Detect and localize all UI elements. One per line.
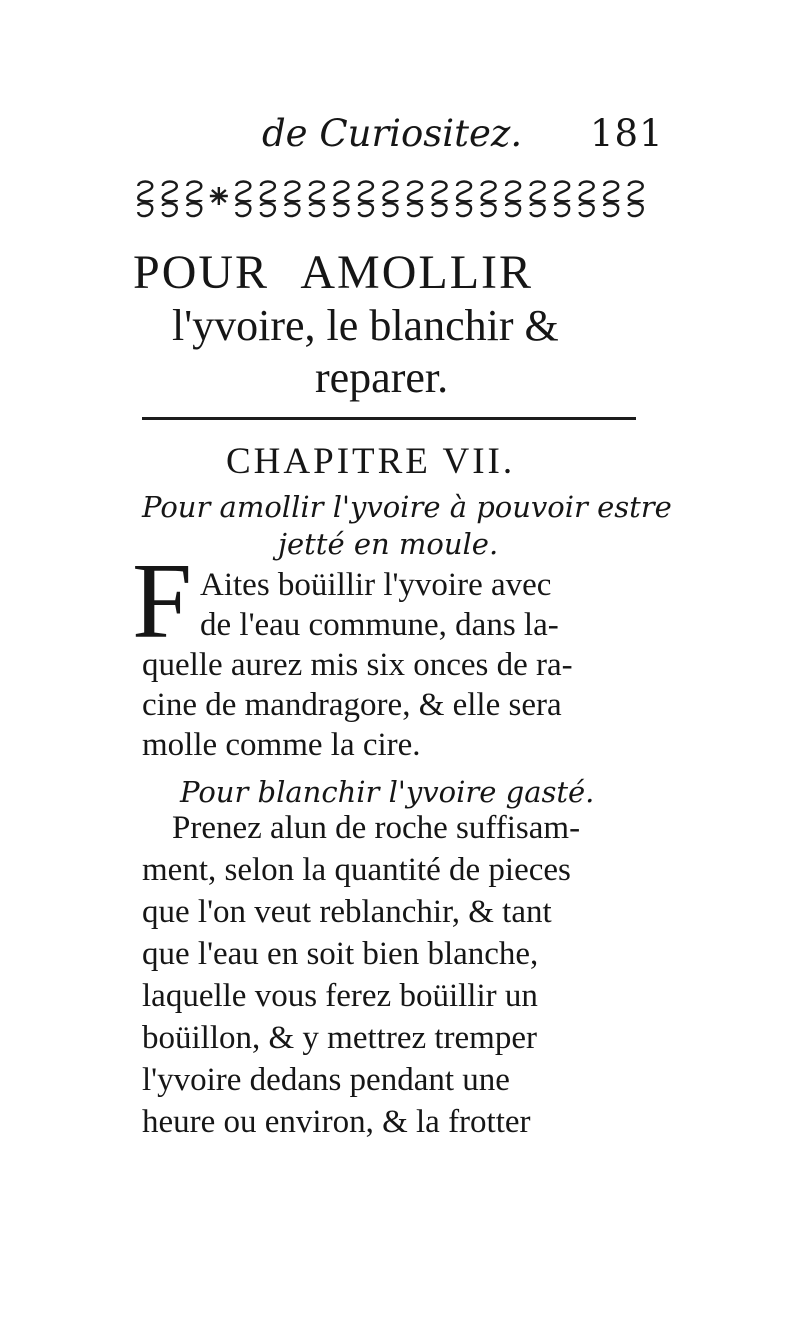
fleuron-glyph [433,182,447,217]
chapter-subtitle-line-1: Pour amollir l'yvoire à pouvoir estre [142,490,672,524]
paragraph-2-line: heure ou environ, & la frotter [142,1104,531,1140]
paragraph-1-line: molle comme la cire. [142,727,421,763]
title-line-1: POUR AMOLLIR [133,246,534,299]
paragraph-1-line: quelle aurez mis six onces de ra- [142,647,573,683]
fleuron-glyph [629,182,643,217]
paragraph-2-line: ment, selon la quantité de pieces [142,852,571,888]
fleuron-glyph [334,182,348,217]
paragraph-1-line: cine de mandragore, & elle sera [142,687,562,723]
fleuron-glyph [555,182,569,217]
paragraph-2-line: laquelle vous ferez boüillir un [142,978,538,1014]
fleuron-glyph [482,182,496,217]
paragraph-2-line: que l'eau en soit bien blanche, [142,936,539,972]
paragraph-2-line: que l'on veut reblanchir, & tant [142,894,552,930]
fleuron-glyph [457,182,471,217]
fleuron-glyph [236,182,250,217]
chapter-heading: CHAPITRE VII. [226,441,516,482]
paragraph-1-line: Aites boüillir l'yvoire avec [200,567,552,603]
fleuron-glyph [310,182,324,217]
fleuron-glyph [384,182,398,217]
fleuron-glyph [506,182,520,217]
drop-cap: F [132,542,193,661]
title-line-3: reparer. [315,353,449,402]
paragraph-2-line: l'yvoire dedans pendant une [142,1062,510,1098]
page-number: 181 [590,112,664,155]
horizontal-rule [142,417,636,420]
fleuron-glyph [604,182,618,217]
fleuron-ornament [133,178,648,222]
paragraph-1-line: de l'eau commune, dans la- [200,607,559,643]
fleuron-glyph [187,182,201,217]
fleuron-glyph [261,182,275,217]
fleuron-glyph [359,182,373,217]
paragraph-2-line: boüillon, & y mettrez tremper [142,1020,537,1056]
fleuron-glyph [138,182,152,217]
fleuron-glyph [531,182,545,217]
title-line-2: l'yvoire, le blanchir & [172,301,559,350]
fleuron-glyph [408,182,422,217]
fleuron-glyph [163,182,177,217]
fleuron-glyph [285,182,299,217]
section-heading: Pour blanchir l'yvoire gasté. [180,775,595,809]
paragraph-2-line: Prenez alun de roche suffisam- [172,810,581,846]
chapter-subtitle-line-2: jetté en moule. [278,527,499,561]
running-head: de Curiositez. [262,112,523,155]
fleuron-glyph [210,187,228,205]
fleuron-glyph [580,182,594,217]
